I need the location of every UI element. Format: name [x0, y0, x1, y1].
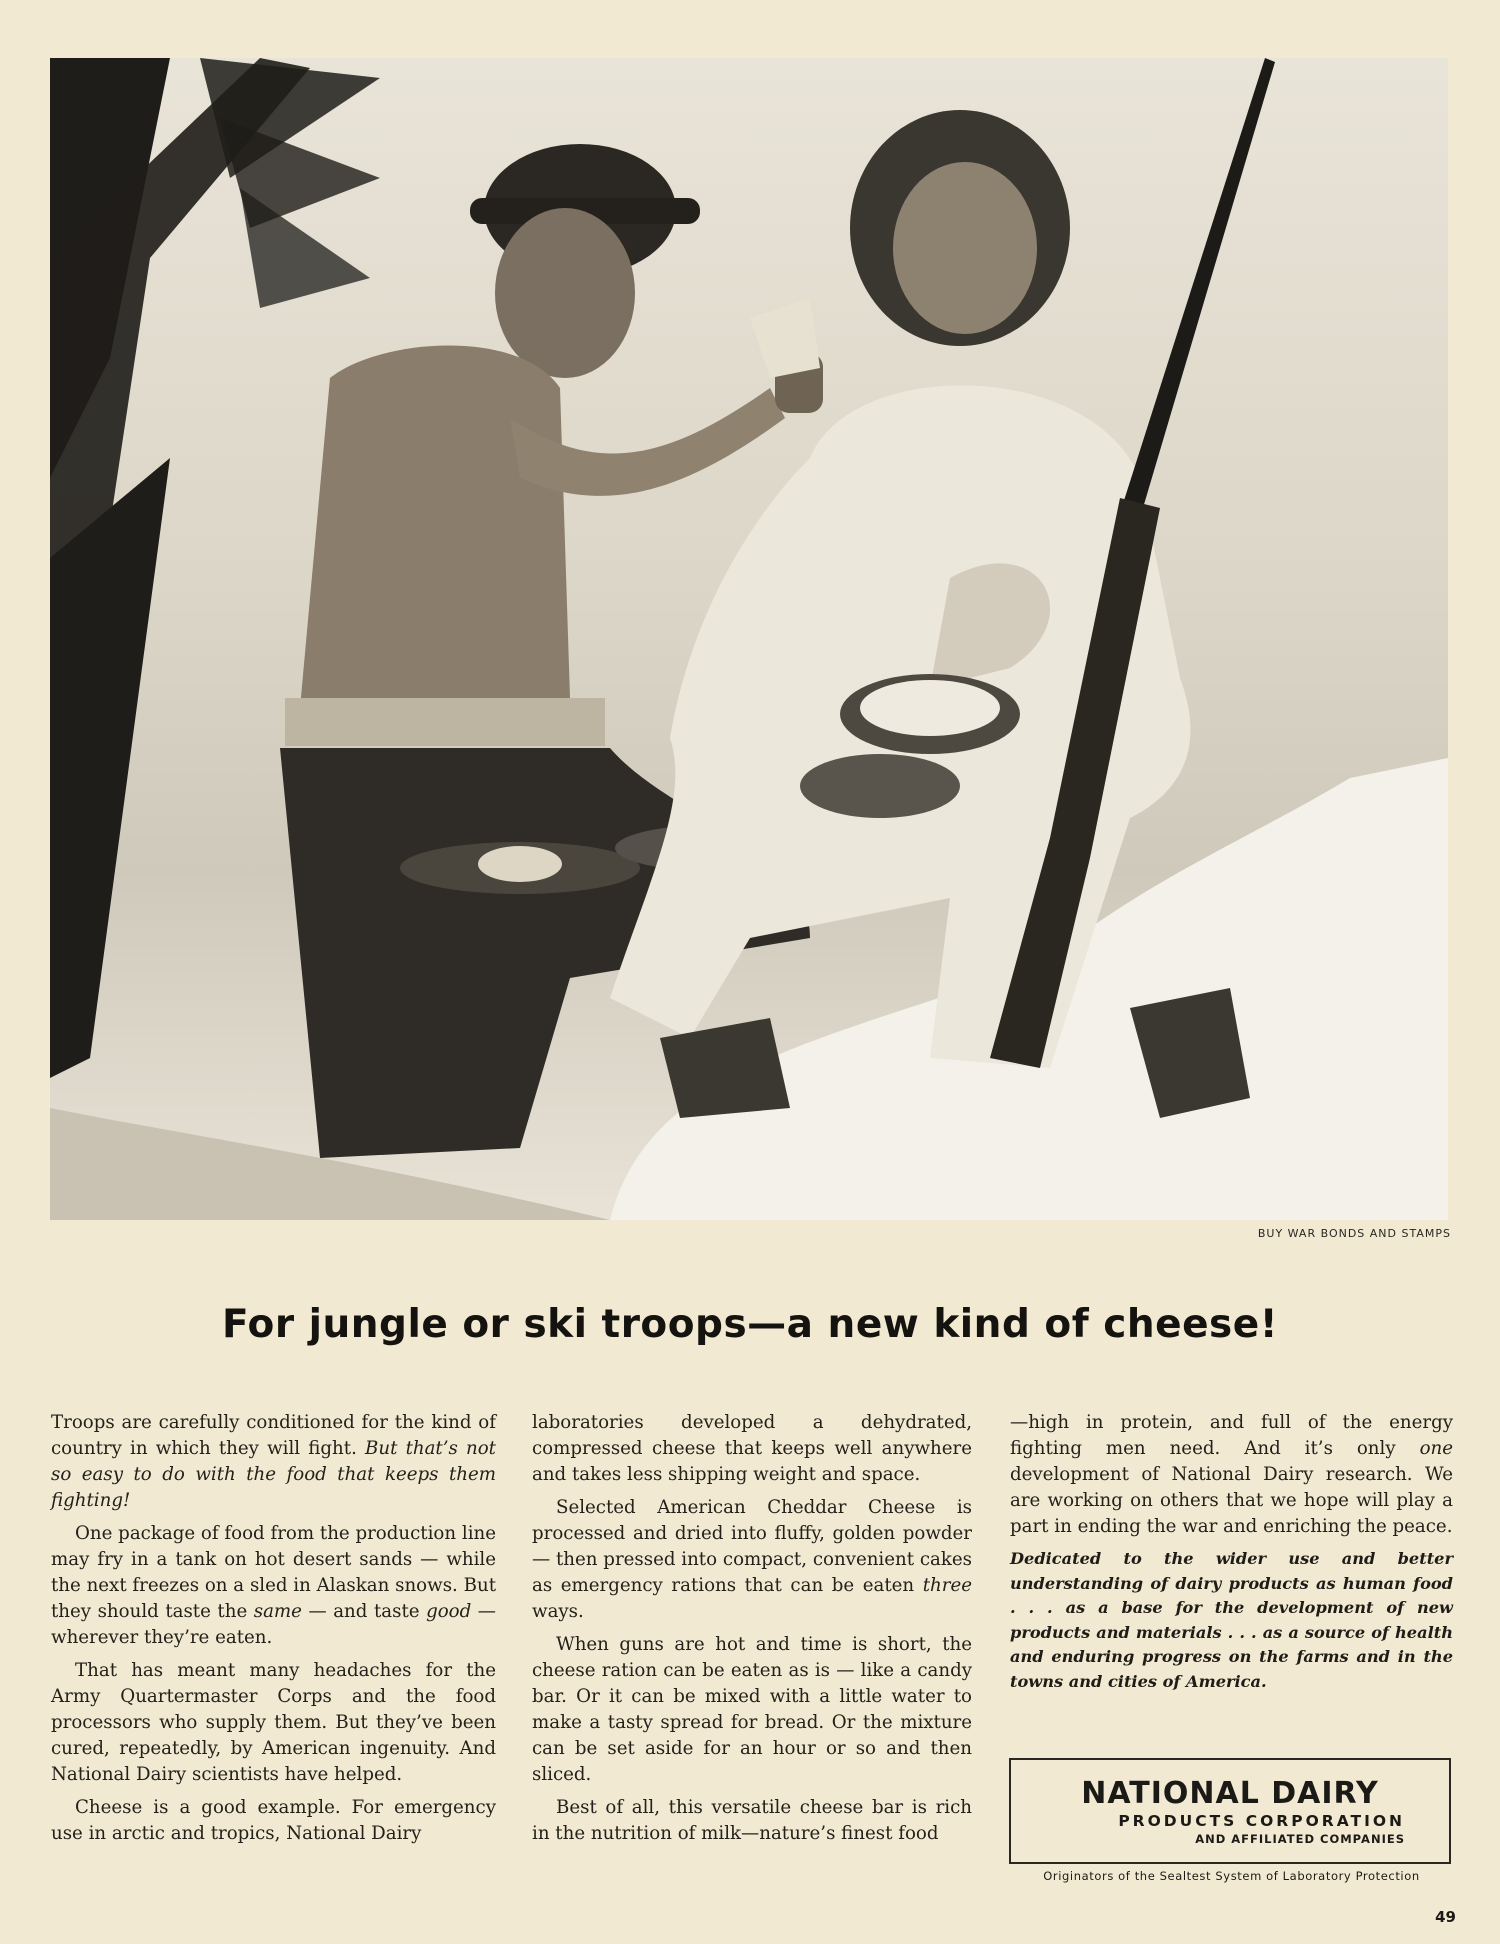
body-column-2: [532, 1410, 972, 1854]
originators-tagline: Originators of the Sealtest System of Laboratory Protection: [1043, 1869, 1420, 1883]
body-column-1: [51, 1410, 496, 1854]
paragraph: Best of all, this versatile cheese bar is rich in the nutrition of milk—nature’s finest food: [532, 1797, 972, 1844]
headline: For jungle or ski troops—a new kind of cheese!: [221, 1302, 1279, 1347]
text: ways.: [532, 1601, 584, 1622]
text: — and taste: [301, 1601, 427, 1622]
photo-caption: BUY WAR BONDS AND STAMPS: [1257, 1227, 1451, 1240]
dedication-statement: Dedicated to the wider use and better understanding of dairy products as human food . . . as a base for the development of new products and materials . . . as a source of health and enduring progress on the farms and in the towns and cities of America.: [1010, 1549, 1453, 1691]
text: One package of food from the production line may fry in a tank on hot desert sands — while the next freezes on a sled in Alaskan snows. But they should taste the: [51, 1523, 496, 1622]
text: Troops are carefully conditioned for the kind of country in which they will fight.: [51, 1412, 496, 1459]
brand-subtitle: PRODUCTS CORPORATION: [1118, 1812, 1405, 1830]
text: development of National Dairy research. We are working on others that we hope will play a part in ending the war and enriching the peace.: [1010, 1464, 1453, 1537]
advertisement-photo: [50, 58, 1448, 1220]
page-number: 49: [1435, 1908, 1456, 1926]
text: — wherever they’re eaten.: [51, 1601, 496, 1648]
italic-text: good: [426, 1601, 472, 1622]
italic-text: same: [253, 1601, 302, 1622]
italic-text: one: [1419, 1438, 1453, 1459]
italic-text: But that’s not so easy to do with the food that keeps them fighting!: [51, 1438, 496, 1511]
paragraph: When guns are hot and time is short, the cheese ration can be eaten as is — like a candy bar. Or it can be mixed with a little water to make a tasty spread for bread. Or the mixture can be set aside for an hour or so and then sliced.: [532, 1634, 972, 1785]
brand-name: NATIONAL DAIRY: [1081, 1776, 1379, 1811]
paragraph: [51, 1521, 496, 1651]
paragraph: [51, 1410, 496, 1514]
paragraph: [1010, 1410, 1453, 1540]
brand-logo-box: [1009, 1758, 1451, 1864]
text: Selected American Cheddar Cheese is processed and dried into fluffy, golden powder — then pressed into compact, convenient cakes as emergency rations that can be eaten: [532, 1497, 972, 1596]
text: —high in protein, and full of the energy fighting men need. And it’s only: [1010, 1412, 1453, 1459]
paragraph: That has meant many headaches for the Army Quartermaster Corps and the food processors who supply them. But they’ve been cured, repeatedly, by American ingenuity. And National Dairy scientists have helped.: [51, 1660, 496, 1785]
italic-text: three: [922, 1575, 972, 1596]
soldiers-photo-illustration: [50, 58, 1448, 1220]
paragraph: Cheese is a good example. For emergency use in arctic and tropics, National Dairy: [51, 1797, 496, 1844]
brand-affiliated: AND AFFILIATED COMPANIES: [1195, 1832, 1405, 1846]
body-column-3: [1010, 1410, 1453, 1694]
paragraph: laboratories developed a dehydrated, compressed cheese that keeps well anywhere and takes less shipping weight and space.: [532, 1412, 972, 1485]
paragraph: [532, 1495, 972, 1625]
